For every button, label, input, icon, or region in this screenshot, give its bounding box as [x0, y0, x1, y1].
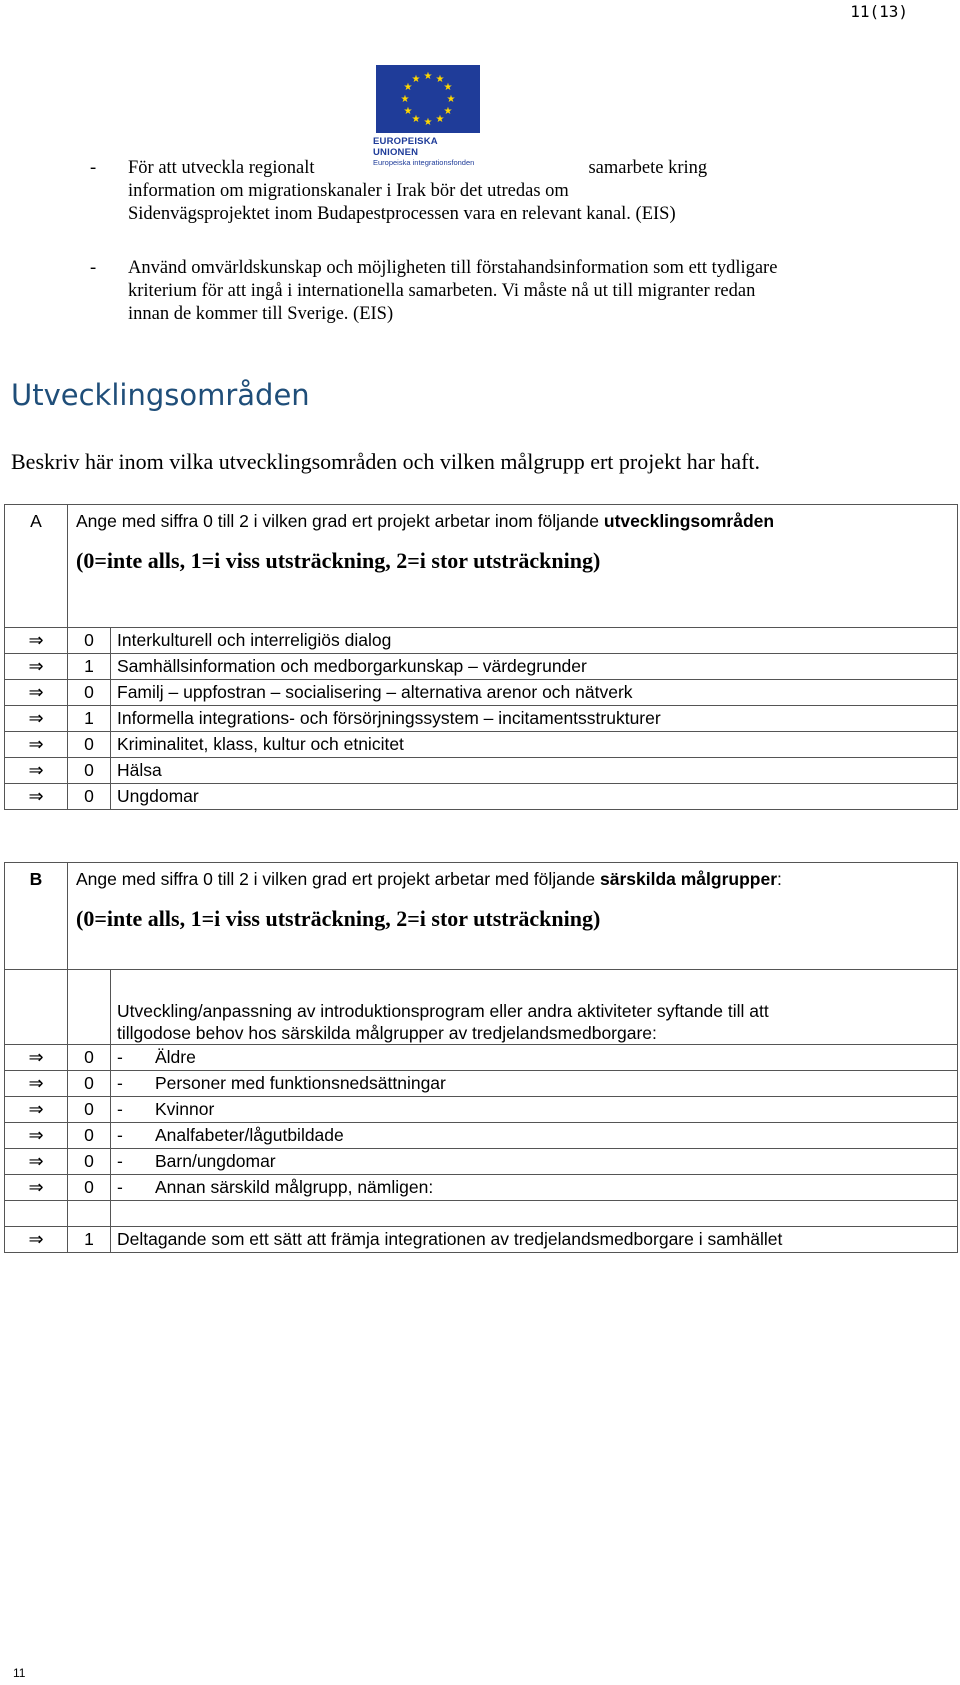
row-label: Kriminalitet, klass, kultur och etnicitet — [111, 732, 958, 758]
section-a-table — [4, 504, 958, 810]
section-b-scale: (0=inte alls, 1=i viss utsträckning, 2=i stor utsträckning) — [76, 906, 601, 931]
arrow-icon: ⇒ — [5, 680, 68, 706]
section-a-question — [68, 505, 958, 628]
intro-text: Beskriv här inom vilka utvecklingsområden och vilken målgrupp ert projekt har haft. — [11, 449, 761, 474]
table-row — [5, 1097, 958, 1123]
table-row — [5, 1045, 958, 1071]
arrow-icon: ⇒ — [5, 1071, 68, 1097]
table-row — [5, 1123, 958, 1149]
eu-logo — [373, 65, 485, 167]
table-row — [5, 1227, 958, 1253]
rating-value[interactable]: 1 — [68, 654, 111, 680]
row-label: Interkulturell och interreligiös dialog — [111, 628, 958, 654]
row-label: - Kvinnor — [111, 1097, 958, 1123]
rating-value[interactable]: 0 — [68, 1123, 111, 1149]
bullet-2-line-2: kriterium för att ingå i internationella samarbeten. Vi måste nå ut till migranter redan — [128, 281, 756, 301]
row-label: - Barn/ungdomar — [111, 1149, 958, 1175]
table-row — [5, 654, 958, 680]
rating-value[interactable]: 1 — [68, 706, 111, 732]
table-row — [5, 706, 958, 732]
row-label: Familj – uppfostran – socialisering – alternativa arenor och nätverk — [111, 680, 958, 706]
section-b-letter-text: B — [29, 869, 43, 889]
bullet-2-line-1: Använd omvärldskunskap och möjligheten till förstahandsinformation som ett tydligare — [128, 258, 778, 278]
row-label: Informella integrations- och försörjningssystem – incitamentsstrukturer — [111, 706, 958, 732]
eu-flag-icon — [376, 65, 480, 133]
row-label: - Äldre — [111, 1045, 958, 1071]
arrow-icon: ⇒ — [5, 1149, 68, 1175]
section-b-question — [68, 863, 958, 970]
section-a-question-text: Ange med siffra 0 till 2 i vilken grad ert projekt arbetar inom följande — [76, 511, 604, 531]
empty-cell — [68, 1201, 111, 1227]
sub-intro — [111, 970, 958, 1045]
table-row — [5, 680, 958, 706]
row-label: Hälsa — [111, 758, 958, 784]
arrow-icon: ⇒ — [5, 784, 68, 810]
arrow-icon: ⇒ — [5, 732, 68, 758]
footer-page-number: 11 — [13, 1666, 26, 1680]
rating-value[interactable]: 0 — [68, 1097, 111, 1123]
bullet-2-line-3: innan de kommer till Sverige. (EIS) — [128, 304, 394, 324]
section-b-question-text: Ange med siffra 0 till 2 i vilken grad ert projekt arbetar med följande — [76, 869, 600, 889]
empty-cell — [68, 970, 111, 1045]
section-b-question-bold: särskilda målgrupper — [599, 869, 778, 889]
row-label: - Annan särskild målgrupp, nämligen: — [111, 1175, 958, 1201]
svg-text:★: ★ — [443, 82, 453, 93]
bullet-dash: - — [90, 258, 97, 278]
section-b-letter — [5, 863, 68, 970]
row-label: Ungdomar — [111, 784, 958, 810]
svg-text:★: ★ — [400, 94, 410, 105]
rating-value[interactable]: 0 — [68, 1045, 111, 1071]
table-row — [5, 1201, 958, 1227]
rating-value[interactable]: 0 — [68, 680, 111, 706]
arrow-icon: ⇒ — [5, 758, 68, 784]
svg-text:★: ★ — [435, 74, 445, 85]
rating-value[interactable]: 0 — [68, 784, 111, 810]
svg-text:★: ★ — [403, 106, 413, 117]
bullet-1-line-3: Sidenvägsprojektet inom Budapestprocessen vara en relevant kanal. (EIS) — [128, 204, 676, 224]
rating-value[interactable]: 0 — [68, 1175, 111, 1201]
rating-value[interactable]: 0 — [68, 732, 111, 758]
eu-logo-name: EUROPEISKA UNIONEN — [373, 136, 438, 158]
svg-text:★: ★ — [411, 114, 421, 125]
row-label: Samhällsinformation och medborgarkunskap – värdegrunder — [111, 654, 958, 680]
section-a-question-bold: utvecklingsområden — [603, 511, 775, 531]
table-row — [5, 784, 958, 810]
empty-cell — [5, 1201, 68, 1227]
other-target-group-input[interactable] — [111, 1201, 958, 1227]
rating-value[interactable]: 1 — [68, 1227, 111, 1253]
rating-value[interactable]: 0 — [68, 1071, 111, 1097]
bullet-1-text-b: samarbete kring — [588, 158, 708, 178]
table-row — [5, 732, 958, 758]
svg-text:★: ★ — [435, 114, 445, 125]
rating-value[interactable]: 0 — [68, 1149, 111, 1175]
row-label: - Analfabeter/lågutbildade — [111, 1123, 958, 1149]
sub-intro-line-1: Utveckling/anpassning av introduktionsprogram eller andra aktiviteter syftande till att — [117, 1001, 769, 1021]
section-b-table — [4, 862, 958, 1253]
section-a-letter: A — [5, 505, 68, 628]
rating-value[interactable]: 0 — [68, 628, 111, 654]
arrow-icon: ⇒ — [5, 1045, 68, 1071]
table-row — [5, 1149, 958, 1175]
section-heading: Utvecklingsområden — [11, 378, 310, 412]
svg-text:★: ★ — [423, 117, 433, 128]
page-number: 11(13) — [850, 2, 908, 21]
eu-logo-subtitle: Europeiska integrationsfonden — [373, 158, 475, 167]
arrow-icon: ⇒ — [5, 654, 68, 680]
svg-text:★: ★ — [446, 94, 456, 105]
svg-text:★: ★ — [443, 106, 453, 117]
section-a-scale: (0=inte alls, 1=i viss utsträckning, 2=i stor utsträckning) — [76, 548, 601, 573]
svg-text:★: ★ — [411, 74, 421, 85]
bullet-1-line-2: information om migrationskanaler i Irak bör det utredas om — [128, 181, 569, 201]
sub-intro-line-2: tillgodose behov hos särskilda målgrupper av tredjelandsmedborgare: — [117, 1023, 657, 1043]
svg-text:★: ★ — [403, 82, 413, 93]
rating-value[interactable]: 0 — [68, 758, 111, 784]
arrow-icon: ⇒ — [5, 1175, 68, 1201]
arrow-icon: ⇒ — [5, 1123, 68, 1149]
bullet-1-text-a: För att utveckla regionalt — [128, 158, 315, 178]
table-row — [5, 758, 958, 784]
section-b-question-suffix: : — [777, 869, 782, 889]
row-label: Deltagande som ett sätt att främja integrationen av tredjelandsmedborgare i samhället — [111, 1227, 958, 1253]
empty-cell — [5, 970, 68, 1045]
arrow-icon: ⇒ — [5, 706, 68, 732]
svg-text:★: ★ — [423, 71, 433, 82]
arrow-icon: ⇒ — [5, 1097, 68, 1123]
table-row — [5, 1175, 958, 1201]
row-label: - Personer med funktionsnedsättningar — [111, 1071, 958, 1097]
bullet-dash: - — [90, 158, 97, 178]
table-row — [5, 1071, 958, 1097]
table-row — [5, 628, 958, 654]
arrow-icon: ⇒ — [5, 1227, 68, 1253]
arrow-icon: ⇒ — [5, 628, 68, 654]
